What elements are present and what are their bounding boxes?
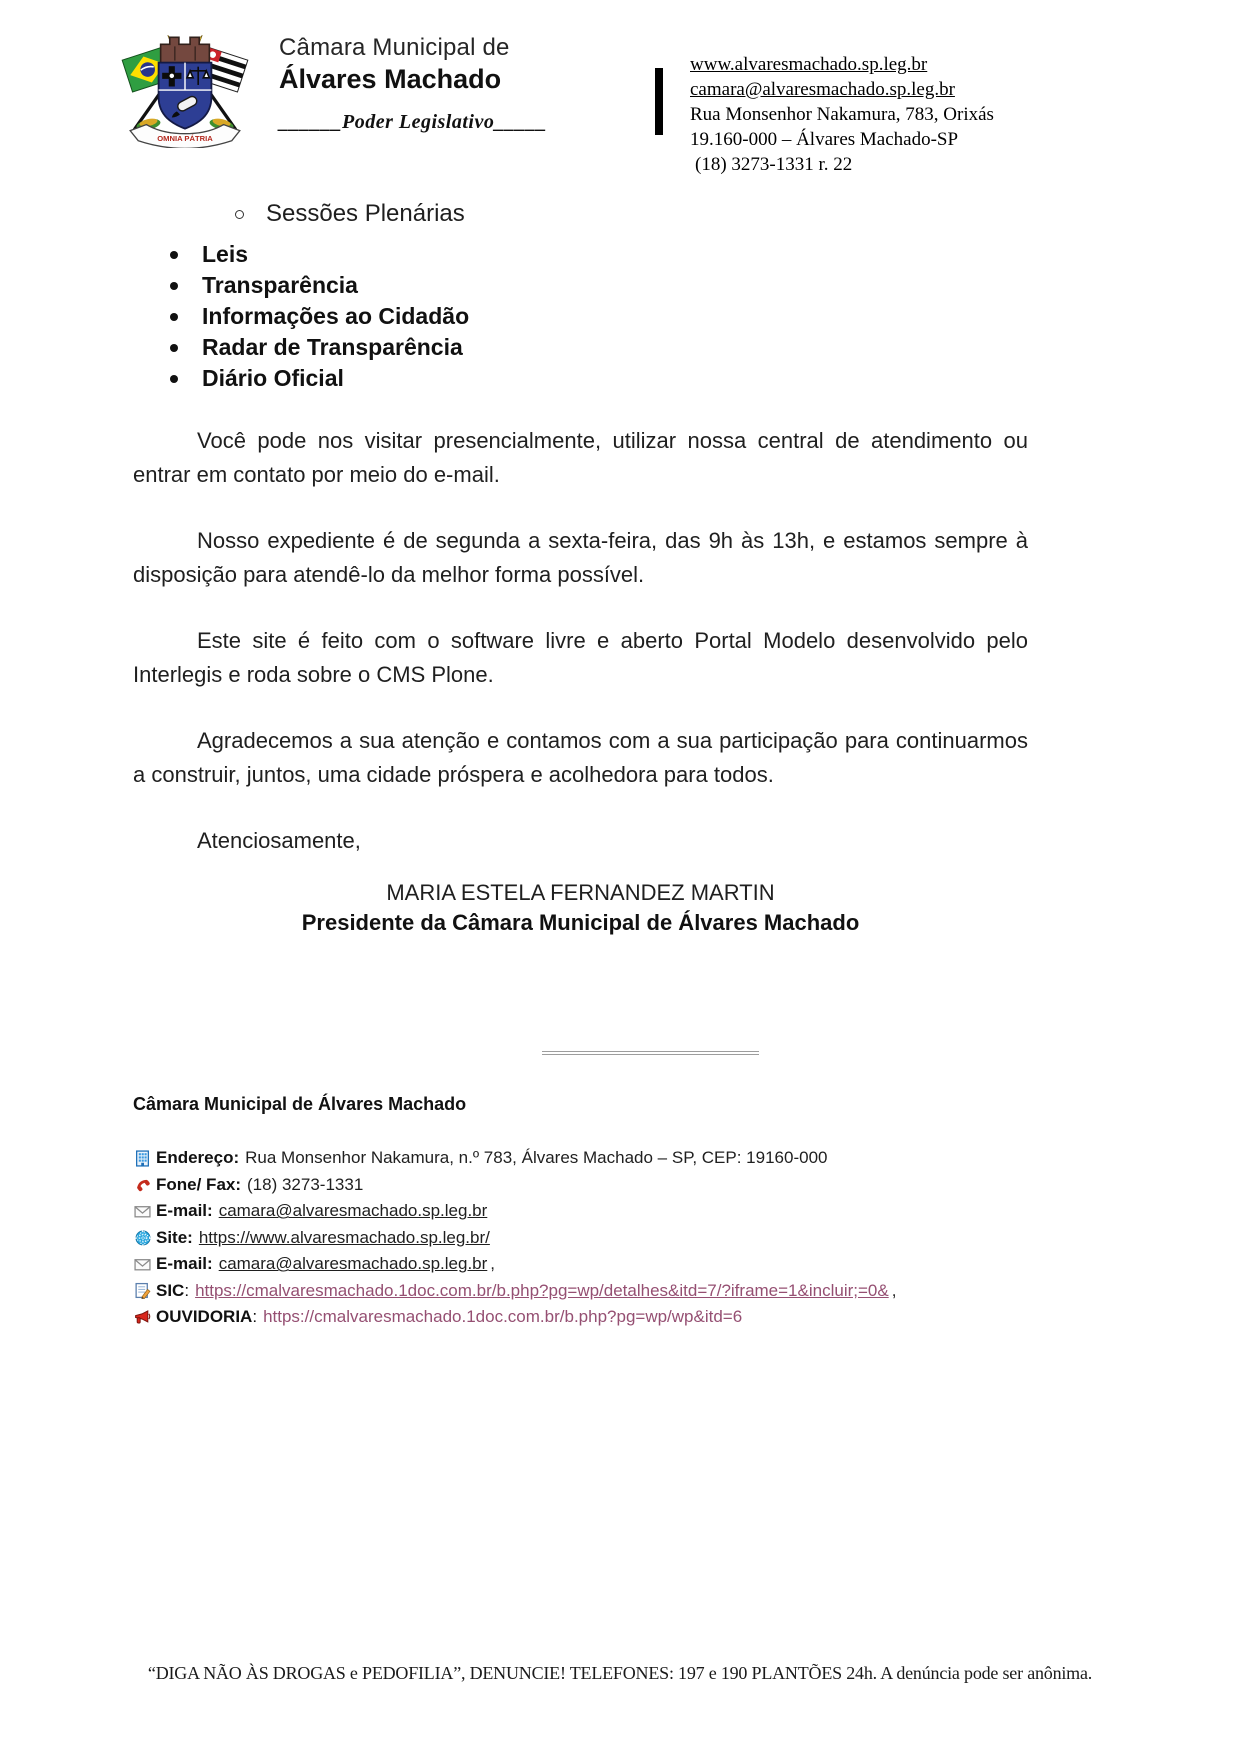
list-item-leis [133,239,833,270]
anti-drugs-notice: “DIGA NÃO ÀS DROGAS e PEDOFILIA”, DENUNCIE! TELEFONES: 197 e 190 PLANTÕES 24h. A denúncia pode ser anônima. [147,1663,1093,1683]
footer-divider-line [542,1051,759,1055]
list-item-informacoes-ao-cidadao [133,301,833,332]
circle-bullet-icon [235,210,244,219]
header-address-line1: Rua Monsenhor Nakamura, 783, Orixás [690,104,994,125]
paragraph-visit: Você pode nos visitar presencialmente, utilizar nossa central de atendimento ou entrar em contato por meio do e-mail. [133,428,1028,487]
contact-label-email-1: E-mail: [156,1201,213,1221]
header-website-link[interactable]: www.alvaresmachado.sp.leg.br [690,54,928,75]
motto-text: OMNIA PÁTRIA [157,133,213,143]
megaphone-icon [133,1308,152,1326]
phone-icon [133,1176,152,1194]
contact-label-ouvidoria: OUVIDORIA [156,1307,253,1327]
header-email-line [690,77,1110,102]
contact-row-endereco [133,1145,1113,1172]
letter-body [133,424,1028,938]
list-item-label: Informações ao Cidadão [202,303,470,329]
org-tagline: ______Poder Legislativo_____ [279,111,547,133]
contact-value-fone: (18) 3273-1331 [247,1174,364,1194]
contact-label-email-2: E-mail: [156,1254,213,1274]
contact-row-ouvidoria [133,1304,1113,1331]
signer-title: Presidente da Câmara Municipal de Álvares Machado [301,910,860,935]
globe-icon [133,1229,152,1247]
contact-row-fone [133,1172,1113,1199]
header-phone: (18) 3273-1331 r. 22 [695,154,853,175]
email-2-suffix: , [490,1254,496,1274]
coat-of-arms-icon [118,26,252,148]
paragraph-thanks: Agradecemos a sua atenção e contamos com a sua participação para continuarmos a construir, juntos, uma cidade próspera e acolhedora para todos. [133,728,1028,787]
bullet-icon [170,313,178,321]
shield [159,63,212,129]
paragraph-hours: Nosso expediente é de segunda a sexta-feira, das 9h às 13h, e estamos sempre à disposição para atendê-lo da melhor forma possível. [133,528,1028,587]
closing-salutation: Atenciosamente, [197,828,361,853]
list-item-label: Diário Oficial [202,365,344,391]
org-name-line1: Câmara Municipal de [279,34,510,61]
sic-suffix: , [891,1280,897,1300]
email-link-2[interactable]: camara@alvaresmachado.sp.leg.br [218,1254,488,1274]
contact-label-site: Site: [156,1227,193,1247]
contact-row-sic [133,1278,1113,1305]
envelope-icon [133,1255,152,1273]
paragraph-software: Este site é feito com o software livre e aberto Portal Modelo desenvolvido pelo Interlegis e roda sobre o CMS Plone. [133,628,1028,687]
org-name-line2: Álvares Machado [279,64,502,94]
contact-label-fone: Fone/ Fax: [156,1174,242,1194]
header-divider-bar [655,68,663,135]
ouvidoria-separator: : [252,1307,258,1327]
header-email-link[interactable]: camara@alvaresmachado.sp.leg.br [690,79,955,100]
bullet-icon [170,251,178,259]
header-contact-block [690,52,1110,177]
bullet-icon [170,344,178,352]
org-title-block [279,34,579,134]
bullet-icon [170,375,178,383]
menu-list [133,199,833,394]
site-link[interactable]: https://www.alvaresmachado.sp.leg.br/ [198,1227,490,1247]
list-item-label: Radar de Transparência [202,334,463,360]
memo-pencil-icon [133,1282,152,1300]
envelope-icon [133,1202,152,1220]
list-item-diario-oficial [133,363,833,394]
header-address-line2: 19.160-000 – Álvares Machado-SP [690,129,959,150]
list-item-label: Transparência [202,272,358,298]
coat-of-arms-logo [118,26,252,148]
list-item-transparencia [133,270,833,301]
signature-block [133,878,1028,938]
contact-label-sic: SIC [156,1280,185,1300]
contact-row-site [133,1225,1113,1252]
contact-label-endereco: Endereço: [156,1148,240,1168]
list-item-sessoes-plenarias [133,199,833,229]
ouvidoria-link[interactable]: https://cmalvaresmachado.1doc.com.br/b.php?pg=wp/wp&itd=6 [263,1307,743,1327]
email-link-1[interactable]: camara@alvaresmachado.sp.leg.br [218,1201,488,1221]
list-item-label: Sessões Plenárias [266,200,465,227]
signer-name: MARIA ESTELA FERNANDEZ MARTIN [386,880,775,905]
sic-separator: : [184,1280,190,1300]
contact-row-email-2 [133,1251,1113,1278]
contact-row-email-1 [133,1198,1113,1225]
list-item-label: Leis [202,241,249,267]
building-icon [133,1149,152,1167]
mural-crown [161,37,210,62]
sic-link[interactable]: https://cmalvaresmachado.1doc.com.br/b.php?pg=wp/detalhes&itd=7/?iframe=1&incluir;=0& [195,1280,889,1300]
list-item-radar-de-transparencia [133,332,833,363]
contact-rows [133,1145,1113,1331]
footer-org-name: Câmara Municipal de Álvares Machado [133,1094,467,1114]
footer-contact-block [133,1093,1113,1331]
contact-value-endereco: Rua Monsenhor Nakamura, n.º 783, Álvares Machado – SP, CEP: 19160-000 [245,1148,828,1168]
bullet-icon [170,282,178,290]
header-website-line [690,52,1110,77]
